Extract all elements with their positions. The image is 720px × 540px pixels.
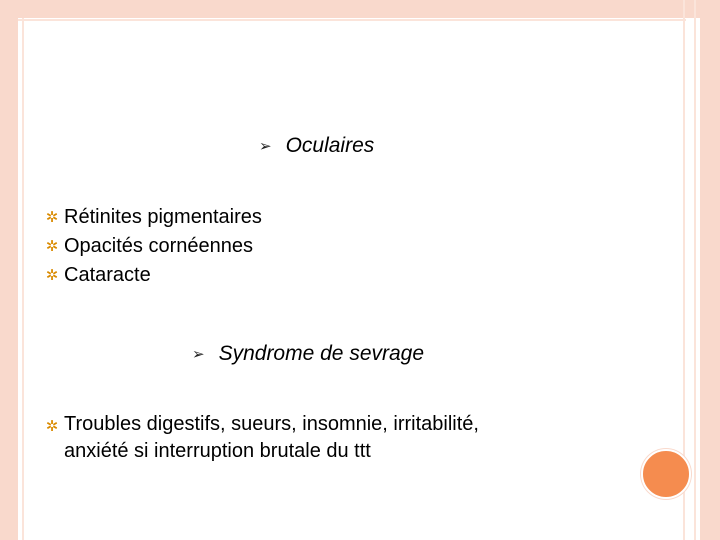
frame-right-border xyxy=(700,0,720,540)
frame-left-border xyxy=(0,0,18,540)
frame-inner-line xyxy=(18,19,686,21)
decorative-circle xyxy=(641,449,691,499)
list-item xyxy=(40,232,262,261)
list-item xyxy=(40,411,640,465)
text-line: Troubles digestifs, sueurs, insomnie, irritabilité, xyxy=(64,413,479,435)
arrow-right-icon: ➢ xyxy=(259,138,272,155)
list-item-text: Opacités cornéennes xyxy=(64,235,254,257)
text-line: anxiété si interruption brutale du ttt xyxy=(64,440,371,462)
section-title: Oculaires xyxy=(285,134,375,157)
list-item-text xyxy=(64,411,479,465)
section-heading-oculaires xyxy=(259,134,374,158)
list-item xyxy=(40,261,262,290)
section-heading-sevrage xyxy=(192,342,424,366)
list-item xyxy=(40,203,262,232)
frame-top-border xyxy=(0,0,720,18)
cog-icon: ✲ xyxy=(45,209,59,226)
section-title: Syndrome de sevrage xyxy=(218,342,425,365)
cog-icon: ✲ xyxy=(45,418,59,435)
arrow-right-icon: ➢ xyxy=(192,346,205,363)
bullet-list xyxy=(40,203,262,290)
cog-icon: ✲ xyxy=(45,238,59,255)
frame-inner-line xyxy=(22,18,24,540)
list-item-text: Rétinites pigmentaires xyxy=(64,206,262,228)
frame-inner-line xyxy=(694,0,696,540)
list-item-text: Cataracte xyxy=(64,264,151,286)
cog-icon: ✲ xyxy=(45,267,59,284)
